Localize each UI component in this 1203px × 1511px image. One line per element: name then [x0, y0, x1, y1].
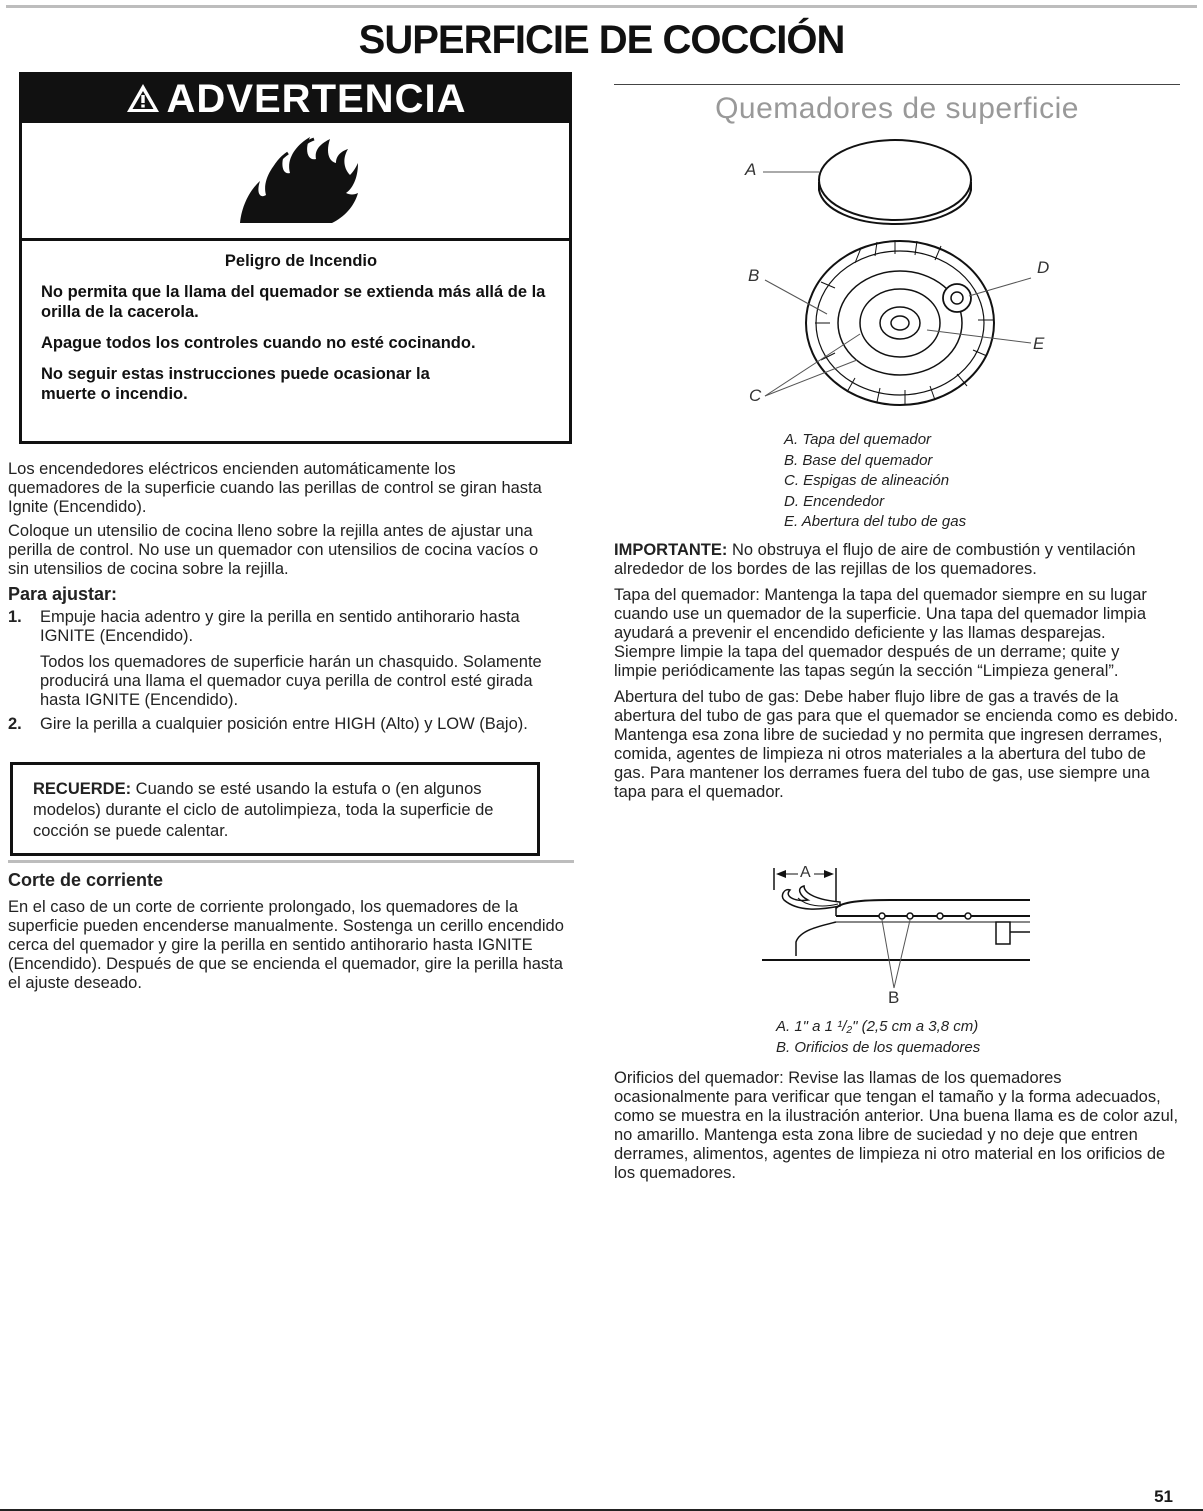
page-number: 51: [1154, 1487, 1173, 1506]
left-body: [8, 460, 568, 734]
gas-tube-paragraph: Abertura del tubo de gas: Debe haber flujo libre de gas a través de la abertura del tubo de gas para que el quemador se encienda como es debido. Mantenga esa zona libre de suciedad y no permita que ingresen derrames, comida, agentes de limpieza ni otros materiales a la abertura del tubo de gas. Para mantener los derrames fuera del tubo de gas, use siempre una tapa para el quemador.: [614, 688, 1179, 801]
warning-text: [41, 251, 561, 415]
cap-paragraph: Tapa del quemador: Mantenga la tapa del quemador siempre en su lugar cuando use un quemador de la superficie. Una tapa del quemador limpia ayudará a prevenir el encendido deficiente y las llamas desparejas. Siempre limpie la tapa del quemador después de un derrame; quite y limpie periódicamente las tapas según la sección “Limpieza general”.: [614, 586, 1147, 680]
page-title: SUPERFICIE DE COCCIÓN: [358, 18, 845, 62]
important-label: IMPORTANTE:: [614, 541, 728, 559]
remember-box: [10, 762, 540, 856]
warning-header-text: ADVERTENCIA: [166, 77, 467, 121]
figure-label-b: B: [748, 266, 760, 285]
remember-label: RECUERDE:: [33, 780, 132, 798]
legend-item: B. Base del quemador: [784, 451, 933, 469]
figure-label-e: E: [1033, 334, 1045, 353]
flame-diagram: [760, 860, 1036, 1010]
burner-diagram: [735, 138, 1065, 428]
warning-line-2: Apague todos los controles cuando no esté cocinando.: [41, 334, 476, 352]
step-text: Empuje hacia adentro y gire la perilla en sentido antihorario hasta IGNITE (Encendido).: [40, 608, 520, 645]
right-top-rule: [614, 84, 1180, 85]
section-title: Quemadores de superficie: [715, 92, 1079, 125]
burner-legend: [784, 430, 966, 533]
right-body-bottom: [614, 1069, 1180, 1183]
intro-paragraph-2: Coloque un utensilio de cocina lleno sobre la rejilla antes de ajustar una perilla de control. No use un quemador con utensilios de cocina vacíos o sin utensilios de cocina sobre la rejilla.: [8, 522, 539, 578]
figure-label-a: A: [745, 160, 757, 179]
step-number: 2.: [8, 715, 22, 733]
warning-header: [22, 75, 569, 123]
adjust-heading: Para ajustar:: [8, 584, 118, 604]
remember-text: Cuando se esté usando la estufa o (en algunos modelos) durante el ciclo de autolimpieza, toda la superficie de cocción se puede calentar.: [33, 780, 494, 840]
legend-item: A. 1" a 1 ¹/₂" (2,5 cm a 3,8 cm): [776, 1018, 979, 1035]
intro-paragraph-1: Los encendedores eléctricos encienden automáticamente los quemadores de la superficie cuando las perillas de control se giran hasta Ignite (Encendido).: [8, 460, 542, 516]
warning-subtitle: Peligro de Incendio: [224, 252, 378, 270]
warning-line-3: No seguir estas instrucciones puede ocasionar la muerte o incendio.: [41, 365, 430, 403]
flame-legend: [776, 1017, 980, 1058]
important-text: No obstruya el flujo de aire de combustión y ventilación alrededor de los bordes de las rejillas de los quemadores.: [614, 541, 1136, 578]
figure-label-d: D: [1037, 258, 1050, 277]
legend-item: D. Encendedor: [784, 492, 885, 510]
orifice-paragraph: Orificios del quemador: Revise las llamas de los quemadores ocasionalmente para verificar que tengan el tamaño y la forma adecuados, como se muestra en la ilustración anterior. Una buena llama es de color azul, no amarillo. Mantenga esta zona libre de suciedad y no deje que entren derrames, alimentos, agentes de limpieza ni otro material en los orificios de los quemadores.: [614, 1069, 1179, 1182]
warning-box: [19, 72, 572, 444]
flame-label-b: B: [888, 988, 900, 1007]
warning-separator: [22, 238, 569, 241]
important-paragraph: [614, 541, 1144, 579]
legend-item: C. Espigas de alineación: [784, 472, 950, 489]
power-heading: Corte de corriente: [8, 870, 164, 890]
power-section: [8, 871, 568, 993]
step-text: Gire la perilla a cualquier posición entre HIGH (Alto) y LOW (Bajo).: [40, 715, 528, 733]
power-paragraph: En el caso de un corte de corriente prolongado, los quemadores de la superficie pueden encenderse manualmente. Sostenga un cerillo encendido cerca del quemador y gire la perilla en sentido antihorario hasta IGNITE (Encendido). Después de que se encienda el quemador, gire la perilla hasta el ajuste deseado.: [8, 898, 564, 992]
figure-label-c: C: [749, 386, 762, 405]
top-rule: [6, 5, 1197, 8]
legend-item: B. Orificios de los quemadores: [776, 1038, 981, 1056]
legend-item: A. Tapa del quemador: [784, 431, 932, 448]
fire-icon: [232, 133, 362, 230]
list-item: [8, 715, 550, 734]
section-rule: [8, 860, 574, 863]
right-body-top: [614, 541, 1180, 802]
warning-line-1: No permita que la llama del quemador se extienda más allá de la orilla de la cacerola.: [41, 283, 546, 321]
warning-triangle-icon: [125, 77, 161, 125]
legend-item: E. Abertura del tubo de gas: [784, 513, 967, 530]
list-item: [8, 608, 550, 710]
flame-label-a: A: [800, 864, 811, 881]
step-note: Todos los quemadores de superficie harán un chasquido. Solamente producirá una llama el quemador cuya perilla de control esté girada hasta IGNITE (Encendido).: [40, 653, 542, 709]
step-number: 1.: [8, 608, 22, 626]
